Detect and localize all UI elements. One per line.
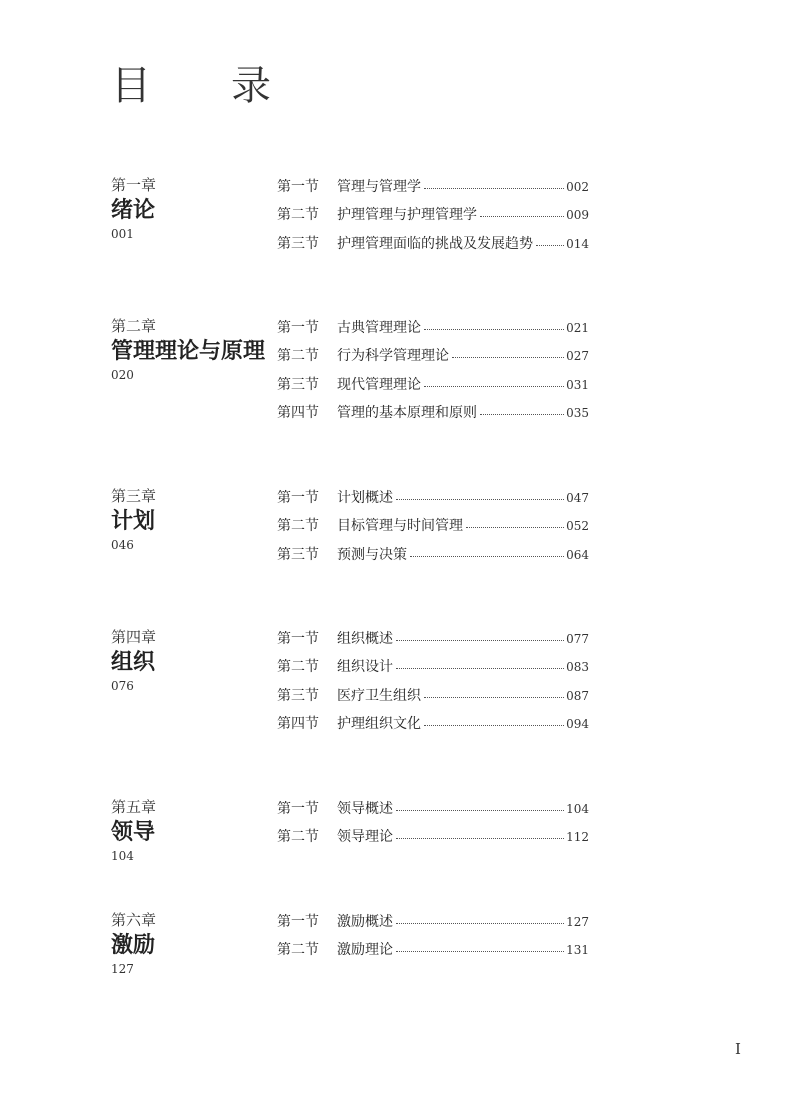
section-page-number: 002 [566, 180, 589, 194]
section-number: 第一节 [277, 490, 319, 506]
chapter-page-number: 104 [111, 849, 134, 863]
dot-leader [452, 357, 564, 358]
toc-entry[interactable] [277, 374, 589, 402]
section-title: 目标管理与时间管理 [337, 518, 463, 535]
section-page-number: 027 [566, 349, 589, 364]
chapter-page-number: 046 [111, 538, 134, 552]
toc-entry[interactable] [277, 685, 589, 713]
toc-entry[interactable] [277, 204, 589, 232]
dot-leader [396, 668, 564, 669]
dot-leader [480, 216, 564, 217]
section-title: 预测与决策 [337, 546, 407, 563]
dot-leader [424, 329, 564, 330]
section-list [277, 911, 589, 968]
section-title: 古典管理理论 [337, 320, 421, 336]
section-number: 第三节 [277, 546, 319, 563]
section-page-number: 104 [566, 802, 589, 816]
section-number: 第二节 [277, 348, 319, 365]
chapter-page-number: 020 [111, 368, 134, 382]
section-title: 护理组织文化 [337, 715, 421, 732]
toc-entry[interactable] [277, 317, 589, 345]
dot-leader [396, 838, 564, 839]
chapter-title[interactable]: 组织 [111, 649, 156, 675]
chapter-title[interactable]: 计划 [111, 508, 156, 534]
section-title: 行为科学管理理论 [337, 348, 449, 365]
chapter-page-number: 076 [111, 679, 134, 693]
section-title: 管理的基本原理和原则 [337, 404, 477, 421]
toc-entry[interactable] [277, 233, 589, 261]
chapter-heading [111, 911, 271, 977]
folio-page-number: I [735, 1040, 741, 1058]
chapter-label: 第二章 [111, 317, 157, 335]
section-title: 激励概述 [337, 914, 393, 930]
section-page-number: 087 [566, 688, 589, 703]
toc-entry[interactable] [277, 176, 589, 204]
section-list [277, 628, 589, 741]
chapter-page-number: 001 [111, 227, 134, 241]
toc-entry[interactable] [277, 826, 589, 854]
section-number: 第一节 [277, 914, 319, 930]
section-number: 第四节 [277, 715, 319, 732]
chapter-label: 第一章 [111, 176, 157, 194]
toc-entry[interactable] [277, 939, 589, 967]
section-title: 护理管理面临的挑战及发展趋势 [337, 235, 533, 252]
dot-leader [396, 810, 564, 811]
section-number: 第三节 [277, 376, 319, 393]
chapter-page-number: 127 [111, 962, 134, 976]
section-number: 第一节 [277, 179, 319, 195]
toc-entry[interactable] [277, 628, 589, 656]
dot-leader [396, 951, 564, 952]
section-list [277, 176, 589, 261]
section-list [277, 487, 589, 572]
chapter-heading [111, 176, 271, 242]
section-page-number: 077 [566, 632, 589, 646]
toc-entry[interactable] [277, 798, 589, 826]
section-page-number: 052 [566, 519, 589, 534]
section-number: 第一节 [277, 631, 319, 647]
dot-leader [396, 923, 564, 924]
toc-entry[interactable] [277, 911, 589, 939]
chapter-label: 第三章 [111, 487, 157, 505]
toc-entry[interactable] [277, 515, 589, 543]
section-page-number: 064 [566, 547, 589, 562]
section-title: 激励理论 [337, 942, 393, 959]
section-page-number: 112 [566, 830, 589, 845]
section-list [277, 317, 589, 430]
chapter-label: 第五章 [111, 798, 157, 816]
chapter-title[interactable]: 领导 [111, 819, 156, 845]
section-number: 第三节 [277, 235, 319, 252]
chapter-label: 第四章 [111, 628, 157, 646]
toc-entry[interactable] [277, 656, 589, 684]
toc-entry[interactable] [277, 713, 589, 741]
section-title: 领导概述 [337, 801, 393, 817]
section-page-number: 083 [566, 660, 589, 675]
section-page-number: 047 [566, 491, 589, 505]
section-page-number: 014 [566, 236, 589, 251]
dot-leader [410, 556, 564, 557]
section-title: 现代管理理论 [337, 376, 421, 393]
section-number: 第四节 [277, 404, 319, 421]
chapter-title[interactable]: 激励 [111, 932, 156, 958]
toc-entry[interactable] [277, 487, 589, 515]
chapter-heading [111, 628, 271, 694]
chapter-heading [111, 317, 271, 383]
section-number: 第二节 [277, 659, 319, 676]
section-number: 第三节 [277, 687, 319, 704]
section-title: 护理管理与护理管理学 [337, 207, 477, 224]
section-title: 医疗卫生组织 [337, 687, 421, 704]
section-page-number: 127 [566, 915, 589, 929]
section-number: 第二节 [277, 829, 319, 846]
chapter-title[interactable]: 管理理论与原理 [111, 338, 266, 364]
dot-leader [396, 499, 564, 500]
toc-entry[interactable] [277, 544, 589, 572]
section-page-number: 031 [566, 377, 589, 392]
dot-leader [480, 414, 564, 415]
dot-leader [396, 640, 564, 641]
dot-leader [424, 697, 564, 698]
section-number: 第一节 [277, 320, 319, 336]
chapter-label: 第六章 [111, 911, 157, 929]
toc-entry[interactable] [277, 345, 589, 373]
page-title: 目 录 [111, 63, 291, 109]
chapter-heading [111, 798, 271, 864]
section-page-number: 009 [566, 208, 589, 223]
section-list [277, 798, 589, 855]
section-title: 组织概述 [337, 631, 393, 647]
toc-entry[interactable] [277, 402, 589, 430]
section-page-number: 035 [566, 405, 589, 420]
dot-leader [424, 725, 564, 726]
section-title: 计划概述 [337, 490, 393, 506]
section-page-number: 131 [566, 943, 589, 958]
dot-leader [424, 188, 564, 189]
section-number: 第二节 [277, 942, 319, 959]
dot-leader [466, 527, 564, 528]
section-page-number: 021 [566, 321, 589, 335]
section-title: 领导理论 [337, 829, 393, 846]
section-title: 管理与管理学 [337, 179, 421, 195]
chapter-heading [111, 487, 271, 553]
section-number: 第二节 [277, 207, 319, 224]
dot-leader [536, 245, 564, 246]
section-number: 第二节 [277, 518, 319, 535]
section-title: 组织设计 [337, 659, 393, 676]
section-number: 第一节 [277, 801, 319, 817]
dot-leader [424, 386, 564, 387]
chapter-title[interactable]: 绪论 [111, 197, 156, 223]
section-page-number: 094 [566, 716, 589, 731]
